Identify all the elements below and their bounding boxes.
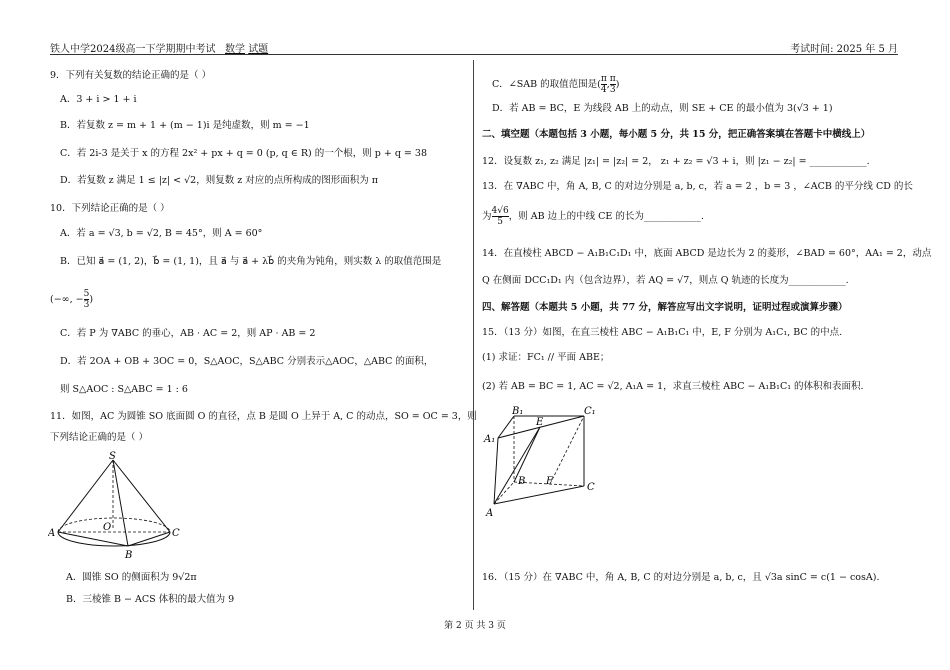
q14-line1: 14．在直棱柱 ABCD − A₁B₁C₁D₁ 中，底面 ABCD 是边长为 2 的菱形，∠BAD = 60°，AA₁ = 2，动点 [482,248,932,259]
fraction-4root6-5: $\frac{4√6}{5}$ [491,206,509,227]
q11-option-c: C．∠SAB 的取值范围是( $\frac{\pi}{4}$ , $\frac{\pi}{3}$ ) [492,74,620,95]
q9-stem: 9．下列有关复数的结论正确的是（ ） [50,70,212,81]
q15-part1: (1) 求证：FC₁ // 平面 ABE； [482,352,610,363]
q15-stem: 15．（13 分）如图，在直三棱柱 ABC − A₁B₁C₁ 中，E, F 分别为 A₁C₁, BC 的中点. [482,327,843,338]
q11-option-a: A．圆锥 SO 的侧面积为 9√2π [66,572,197,583]
q13-line2: 为 $\frac{4√6}{5}$ ，则 AB 边上的中线 CE 的长为____________. [482,206,704,227]
q10-option-b-range: (−∞, − $\frac{5}{3}$ ) [50,289,94,310]
q11-option-d: D．若 AB = BC，E 为线段 AB 上的动点，则 SE + CE 的最小值为 3(√3 + 1) [492,103,833,114]
header-subject: 数学 [225,44,245,55]
fraction-5-3: $\frac{5}{3}$ [83,289,90,310]
cone-label-o: O [103,522,112,533]
q14-line2: Q 在侧面 DCC₁D₁ 内（包含边界），若 AQ = √7，则点 Q 轨迹的长度为____________. [482,275,849,286]
cone-figure [48,450,188,560]
cone-label-s: S [109,451,116,462]
prism-label-b1: B₁ [512,406,524,417]
header-suffix: 试题 [248,44,269,55]
q9-option-a: A．3 + i > 1 + i [60,94,137,105]
cone-label-b: B [125,550,133,560]
q11-stem-line2: 下列结论正确的是（ ） [50,432,149,443]
cone-label-c: C [172,528,180,539]
q15-part2: (2) 若 AB = BC = 1, AC = √2, A₁A = 1，求直三棱柱 ABC − A₁B₁C₁ 的体积和表面积. [482,381,864,392]
q10-option-c: C．若 P 为 ∇ABC 的垂心，AB · AC = 2，则 AP · AB = 2 [60,328,316,339]
section-fill-in-heading: 二、填空题（本题包括 3 小题，每小题 5 分，共 15 分，把正确答案填在答题卡中横线上） [482,129,871,140]
prism-figure [480,402,610,520]
prism-label-e: E [536,417,544,428]
prism-label-b: B [518,476,526,487]
q11-option-b: B．三棱锥 B − ACS 体积的最大值为 9 [66,594,235,605]
q16-stem: 16．（15 分）在 ∇ABC 中，角 A, B, C 的对边分别是 a, b, c，且 √3a sinC = c(1 − cosA). [482,572,880,583]
q10-option-b: B．已知 a⃗ = (1, 2)，b⃗ = (1, 1)，且 a⃗ 与 a⃗ + λb⃗ 的夹角为钝角，则实数 λ 的取值范围是 [60,256,442,267]
q10-option-d: D．若 2OA + OB + 3OC = 0，S△AOC，S△ABC 分别表示△AOC，△ABC 的面积， [60,356,434,367]
prism-label-a: A [486,508,494,519]
prism-label-f: F [546,476,553,487]
q11-stem-line1: 11．如图，AC 为圆锥 SO 底面圆 O 的直径，点 B 是圆 O 上异于 A, C 的动点，SO = OC = 3，则 [50,411,477,422]
column-divider [473,60,474,610]
prism-label-c1: C₁ [584,406,596,417]
header-title [50,40,268,55]
q13-line1: 13．在 ∇ABC 中，角 A, B, C 的对边分别是 a, b, c，若 a = 2 ，b = 3 ，∠ACB 的平分线 CD 的长 [482,181,913,192]
q9-option-b: B．若复数 z = m + 1 + (m − 1)i 是纯虚数，则 m = −1 [60,120,310,131]
q9-option-d: D．若复数 z 满足 1 ≤ |z| < √2，则复数 z 对应的点所构成的图形面积为 π [60,175,379,186]
fraction-pi-4: $\frac{\pi}{4}$ [600,74,607,95]
q10-option-d-cont: 则 S△AOC : S△ABC = 1 : 6 [60,384,188,395]
q10-option-a: A．若 a = √3, b = √2, B = 45°，则 A = 60° [60,228,263,239]
prism-label-c: C [587,482,595,493]
q12: 12．设复数 z₁, z₂ 满足 |z₁| = |z₂| = 2， z₁ + z₂ = √3 + i，则 |z₁ − z₂| = ____________. [482,156,870,167]
q9-option-c: C．若 2i-3 是关于 x 的方程 2x² + px + q = 0 (p, q ∈ R) 的一个根，则 p + q = 38 [60,148,427,159]
header-exam-time: 考试时间: 2025 年 5 月 [790,44,898,55]
header-school-exam: 铁人中学2024级高一下学期期中考试 [50,44,216,55]
q10-stem: 10．下列结论正确的是（ ） [50,203,170,214]
fraction-pi-3: $\frac{\pi}{3}$ [609,74,616,95]
cone-label-a: A [48,528,56,539]
prism-label-a1: A₁ [484,434,496,445]
section-answer-heading: 四、解答题（本题共 5 小题，共 77 分，解答应写出文字说明，证明过程或演算步骤） [482,302,848,313]
page-header [50,40,898,55]
page-footer: 第 2 页 共 3 页 [444,621,506,631]
